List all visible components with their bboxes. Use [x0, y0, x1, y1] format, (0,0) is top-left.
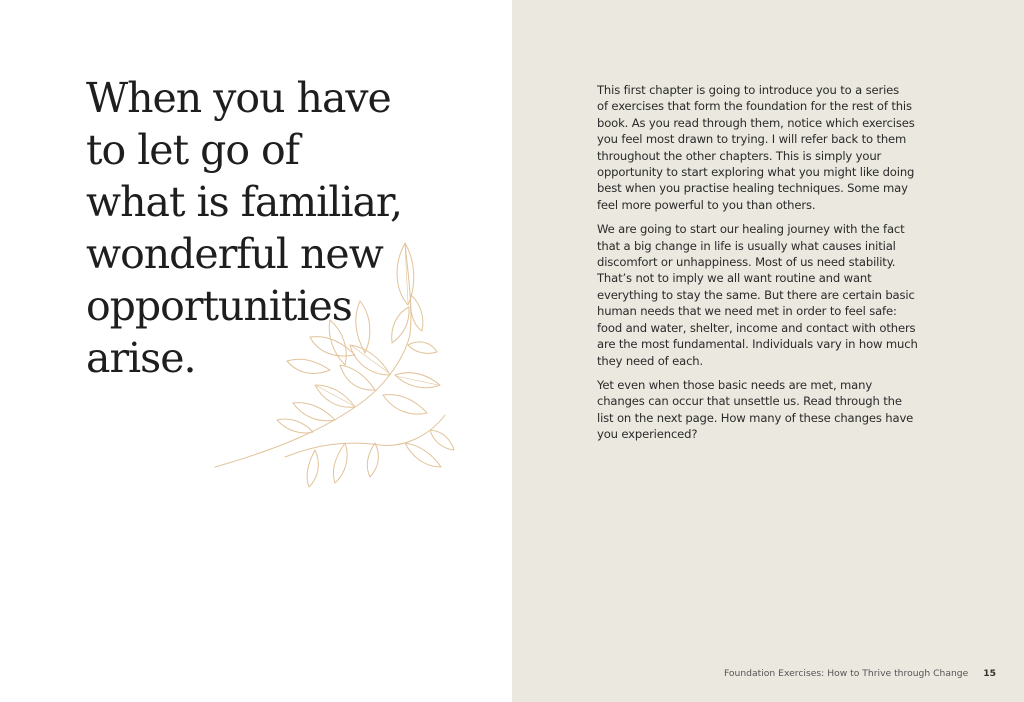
text-line: That’s not to imply we all want routine and want: [597, 271, 872, 286]
text-line: everything to stay the same. But there are certain basic: [597, 287, 915, 302]
text-line: food and water, shelter, income and contact with others: [597, 320, 916, 335]
paragraph: [597, 221, 942, 369]
text-line: human needs that we need met in order to feel safe:: [597, 304, 897, 319]
leaf-sprig-icon: [205, 235, 455, 490]
quote-line: opportunities: [86, 282, 352, 330]
text-line: are the most fundamental. Individuals vary in how much: [597, 337, 918, 352]
quote-line: arise.: [86, 334, 196, 382]
text-line: Yet even when those basic needs are met, many: [597, 377, 873, 392]
text-line: throughout the other chapters. This is simply your: [597, 148, 882, 163]
text-line: We are going to start our healing journey with the fact: [597, 222, 905, 237]
text-line: best when you practise healing techniques. Some may: [597, 181, 908, 196]
paragraph: [597, 377, 942, 443]
text-line: list on the next page. How many of these changes have: [597, 410, 914, 425]
page-number: 15: [983, 668, 996, 679]
text-line: discomfort or unhappiness. Most of us need stability.: [597, 255, 896, 270]
body-text: [597, 82, 942, 451]
text-line: of exercises that form the foundation for the rest of this: [597, 99, 912, 114]
text-line: feel more powerful to you than others.: [597, 197, 816, 212]
text-line: changes can occur that unsettle us. Read through the: [597, 394, 902, 409]
text-line: opportunity to start exploring what you might like doing: [597, 165, 915, 180]
quote-line: wonderful new: [86, 230, 383, 278]
text-line: This first chapter is going to introduce you to a series: [597, 83, 900, 97]
text-line: they need of each.: [597, 353, 704, 368]
running-title: Foundation Exercises: How to Thrive through Change: [723, 668, 969, 679]
text-line: you feel most drawn to trying. I will refer back to them: [597, 132, 907, 147]
paragraph: [597, 82, 942, 213]
text-line: that a big change in life is usually what causes initial: [597, 238, 896, 253]
text-line: book. As you read through them, notice which exercises: [597, 115, 915, 130]
quote-line: When you have: [86, 74, 391, 122]
text-line: you experienced?: [597, 427, 698, 442]
quote-line: what is familiar,: [86, 178, 403, 226]
page-footer: [724, 668, 996, 679]
quote-line: to let go of: [86, 126, 299, 174]
